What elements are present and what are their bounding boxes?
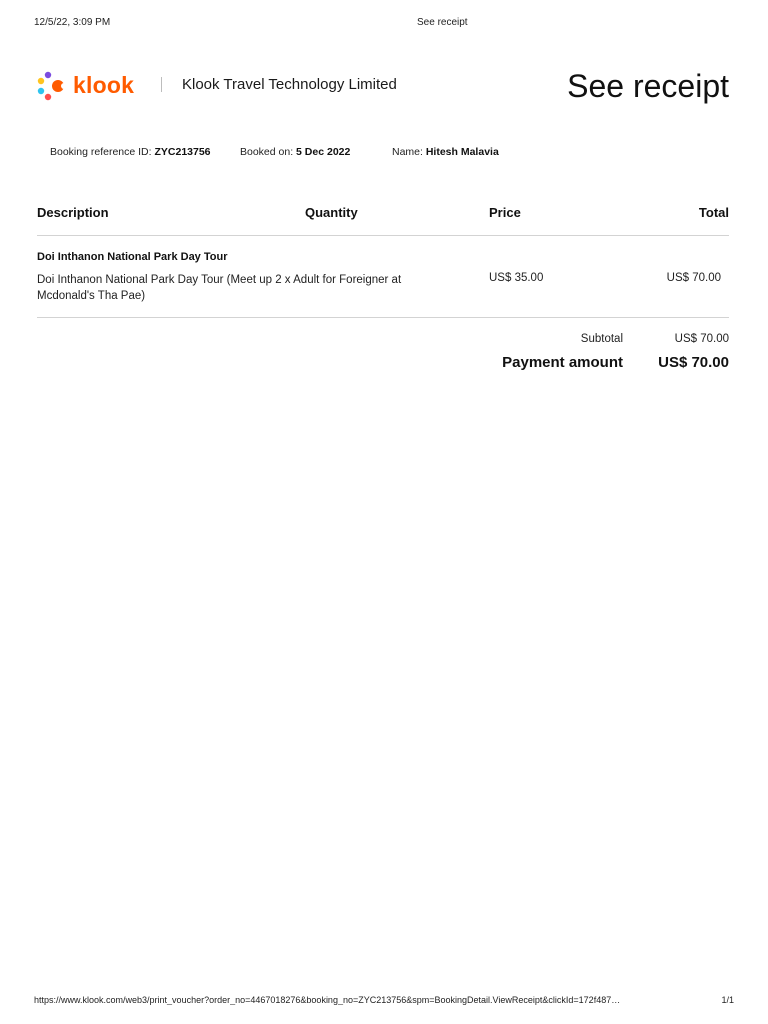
table-divider — [37, 317, 729, 318]
item-description: Doi Inthanon National Park Day Tour (Meet up 2 x Adult for Foreigner at Mcdonald's Tha Pae) — [37, 274, 402, 302]
item-title: Doi Inthanon National Park Day Tour — [37, 251, 228, 263]
logo-wordmark: klook — [73, 72, 135, 98]
table-divider — [37, 235, 729, 236]
print-datetime: 12/5/22, 3:09 PM — [34, 17, 111, 28]
booking-reference — [50, 146, 211, 158]
header-description: Description — [37, 205, 109, 220]
header-price: Price — [489, 205, 521, 220]
print-url: https://www.klook.com/web3/print_voucher?order_no=4467018276&booking_no=ZYC213756&spm=BookingDetail.ViewReceipt&clickId=172f487… — [34, 995, 621, 1005]
booked-on-value: 5 Dec 2022 — [296, 146, 351, 158]
print-header — [0, 17, 768, 31]
page-number: 1/1 — [721, 995, 734, 1005]
customer-name — [392, 146, 499, 158]
brand-divider — [161, 77, 162, 92]
payment-amount-value: US$ 70.00 — [658, 354, 729, 371]
print-page-title: See receipt — [417, 17, 468, 28]
booking-reference-label: Booking reference ID: — [50, 146, 155, 158]
booked-on — [240, 146, 350, 158]
klook-logo[interactable] — [37, 71, 137, 101]
header-quantity: Quantity — [305, 205, 358, 220]
payment-amount-label: Payment amount — [502, 354, 623, 371]
klook-logo-icon — [37, 71, 69, 101]
header-total: Total — [698, 205, 729, 220]
subtotal-value: US$ 70.00 — [674, 333, 729, 345]
customer-name-value: Hitesh Malavia — [425, 146, 499, 158]
subtotal-label: Subtotal — [580, 333, 623, 345]
customer-name-label: Name: — [392, 146, 426, 158]
item-total: US$ 70.00 — [666, 272, 721, 284]
page-title: See receipt — [567, 68, 729, 104]
booking-reference-value: ZYC213756 — [154, 146, 211, 158]
item-price: US$ 35.00 — [489, 272, 544, 284]
booked-on-label: Booked on: — [240, 146, 297, 158]
print-footer — [0, 995, 768, 1007]
company-name: Klook Travel Technology Limited — [182, 76, 397, 93]
brand-header — [37, 66, 729, 106]
